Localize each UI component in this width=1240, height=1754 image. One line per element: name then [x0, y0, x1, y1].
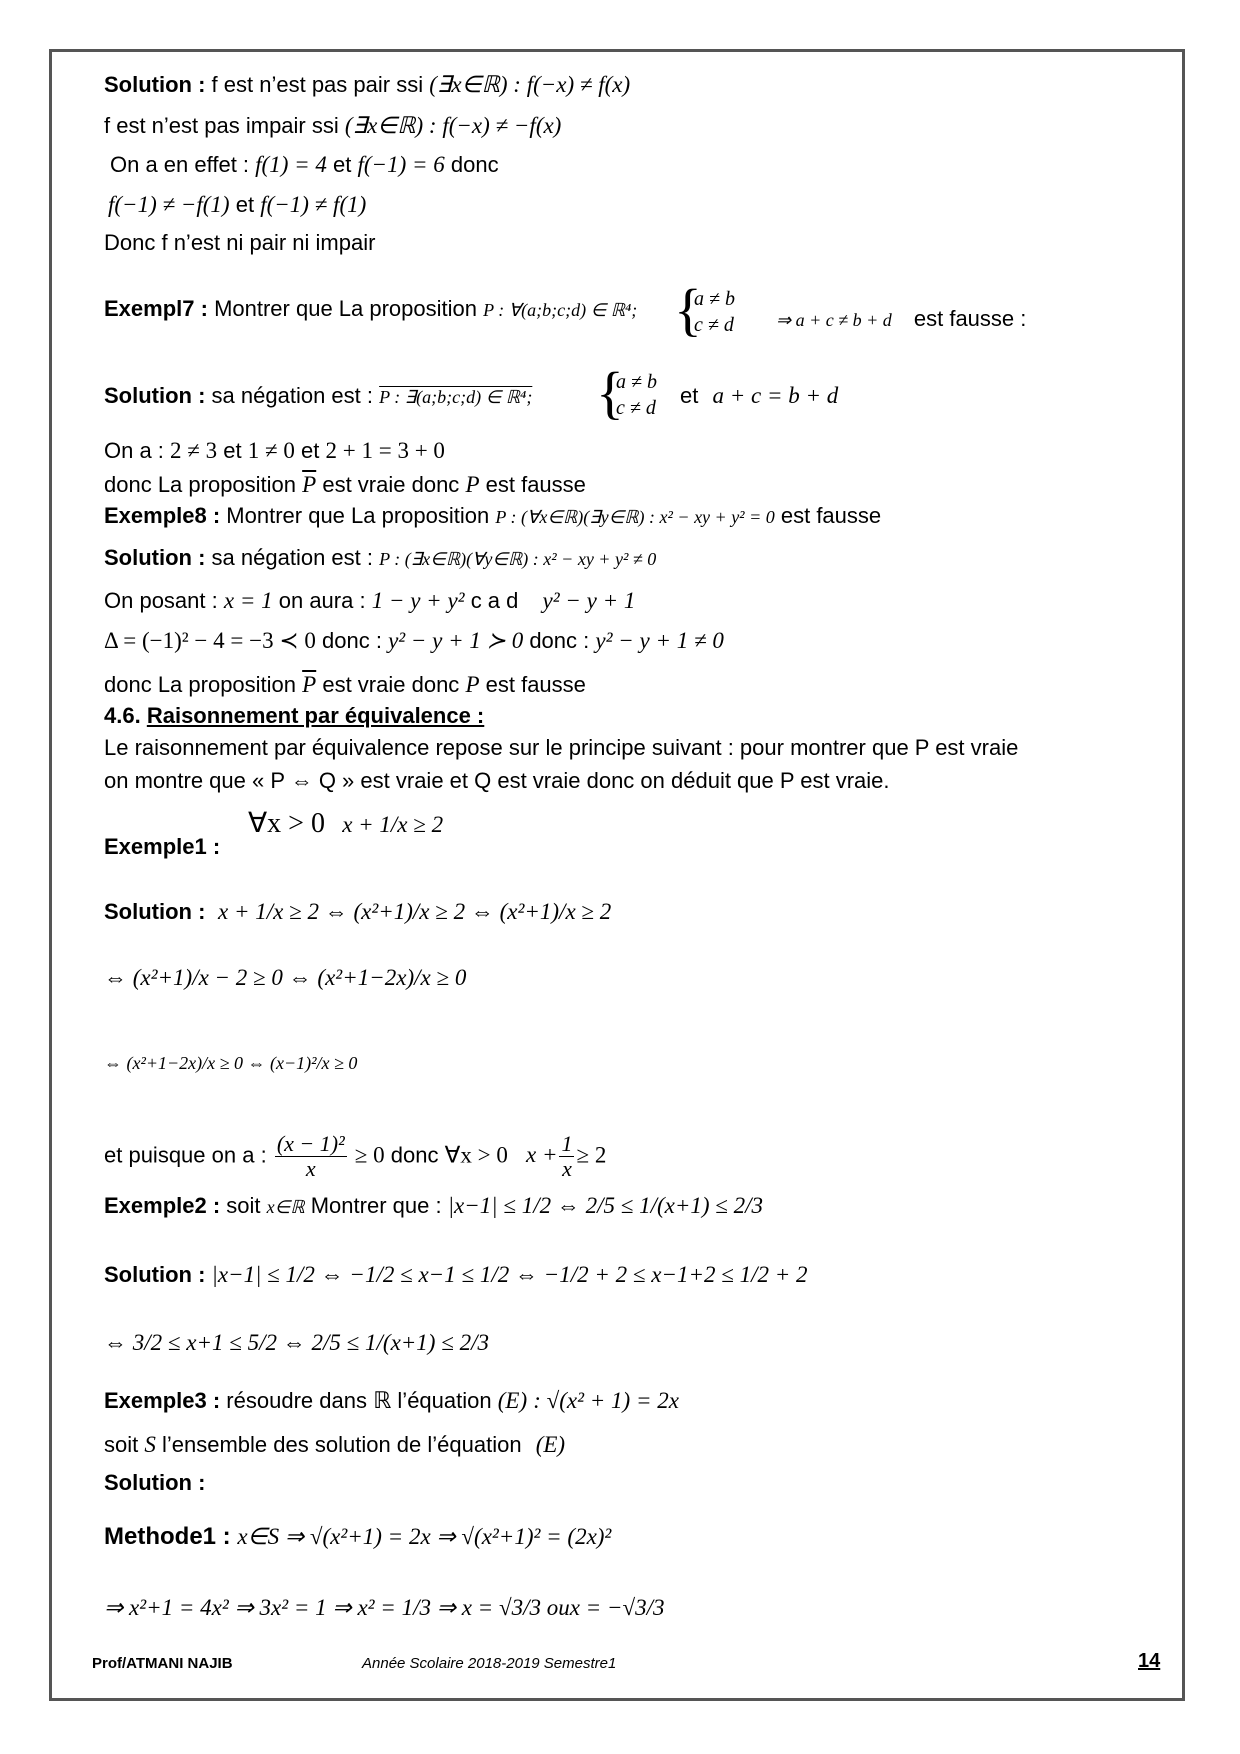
- solution-label: Solution :: [104, 383, 206, 408]
- text: Montrer que La proposition: [226, 503, 490, 528]
- math: c ≠ d: [694, 314, 734, 336]
- math: y² − y + 1 ≻ 0: [388, 628, 524, 653]
- math: ⇒ a + c ≠ b + d: [776, 310, 892, 330]
- math: Δ = (−1)² − 4 = −3 ≺ 0: [104, 628, 316, 653]
- math: y² − y + 1: [542, 588, 636, 613]
- text: f est n’est pas pair ssi: [211, 72, 424, 97]
- line-methode1-b: [104, 1595, 664, 1621]
- math: ∀x > 0: [444, 1142, 508, 1168]
- math: a ≠ b: [616, 371, 657, 393]
- text: Montrer que La proposition: [214, 296, 477, 321]
- section-number: 4.6.: [104, 703, 141, 728]
- math: |x−1| ≤ 1/2 ⇔ −1/2 ≤ x−1 ≤ 1/2 ⇔ −1/2 + 2 ≤ x−1+2 ≤ 1/2 + 2: [211, 1262, 808, 1287]
- math: (E): [535, 1432, 566, 1457]
- math: x + 1/x ≥ 2 ⇔ (x²+1)/x ≥ 2 ⇔ (x²+1)/x ≥ 2: [218, 899, 612, 924]
- text: l’ensemble des solution de l’équation: [162, 1432, 522, 1457]
- exemple7-label: Exempl7 :: [104, 296, 208, 321]
- math: f(−1) ≠ f(1): [260, 192, 367, 217]
- line-posant: [104, 588, 635, 614]
- exemple8-label: Exemple8 :: [104, 503, 221, 528]
- text: et: [223, 438, 242, 463]
- math: P: [465, 672, 480, 697]
- line-exemple3: [104, 1388, 679, 1414]
- text: est vraie donc: [322, 472, 460, 497]
- math: f(−1) ≠ −f(1): [108, 192, 230, 217]
- line-conclusion: [104, 230, 375, 256]
- text: Donc f n’est ni pair ni impair: [104, 230, 376, 255]
- section-title: Raisonnement par équivalence :: [146, 703, 485, 728]
- text: et: [333, 152, 352, 177]
- math: ⇔ (x²+1)/x − 2 ≥ 0 ⇔ (x²+1−2x)/x ≥ 0: [104, 965, 467, 990]
- exemple1-label: Exemple1 :: [104, 834, 221, 859]
- line-solution-pair: [104, 72, 630, 98]
- math: c ≠ d: [616, 397, 656, 419]
- text: On posant :: [104, 588, 218, 613]
- math: $\overline{P}$: [302, 472, 317, 497]
- brace: {: [674, 277, 702, 342]
- text: et puisque on a :: [104, 1142, 267, 1168]
- math: a ≠ b: [694, 288, 735, 310]
- math: f(1) = 4: [255, 152, 327, 177]
- text: et: [680, 383, 699, 408]
- math: (E): [497, 1388, 528, 1413]
- line-exemple7-impl: [776, 306, 1026, 333]
- line-sol1-label: [104, 899, 205, 925]
- text: est fausse: [485, 672, 586, 697]
- line-exemple8: [104, 503, 881, 530]
- math: y² − y + 1 ≠ 0: [595, 628, 724, 653]
- text: est fausse: [485, 472, 586, 497]
- math: P : ∀(a;b;c;d) ∈ ℝ⁴;: [483, 300, 638, 320]
- text: Montrer que :: [310, 1193, 442, 1218]
- math: P : (∀x∈ℝ)(∃y∈ℝ) : x² − xy + y² = 0: [495, 507, 775, 527]
- math: x + 1/x ≥ 2: [342, 812, 444, 837]
- exemple2-label: Exemple2 :: [104, 1193, 221, 1218]
- math: (∃x∈ℝ) : f(−x) ≠ f(x): [429, 72, 631, 97]
- math: S: [144, 1432, 156, 1457]
- text: est vraie donc: [322, 672, 460, 697]
- line-delta: [104, 628, 724, 654]
- sol1: [218, 899, 611, 925]
- section-heading: [104, 703, 484, 729]
- line-exemple1: [104, 834, 220, 860]
- math: 1 − y + y²: [371, 588, 465, 613]
- solution-label: Solution :: [104, 72, 206, 97]
- line-negation7-eq: [680, 383, 838, 409]
- fraction: $\frac{1}{x}$: [561, 1131, 573, 1181]
- text: c a d: [470, 588, 519, 613]
- text: donc La proposition: [104, 472, 297, 497]
- line-negation7: [104, 383, 532, 410]
- text: Le raisonnement par équivalence repose sur le principe suivant : pour montrer que P est vraie: [104, 735, 1019, 760]
- solution-label: Solution :: [104, 545, 206, 570]
- line-solution-label: [104, 1470, 205, 1496]
- line-puisque: et puisque on a : $\frac{\text{(x − 1)²}}{x}$ ≥ 0 donc ∀x > 0 x + $\frac{1}{x}$ ≥ 2: [104, 1131, 607, 1181]
- footer-year: Année Scolaire 2018-2019 Semestre1: [362, 1655, 617, 1672]
- line-methode1: [104, 1524, 611, 1550]
- text: soit: [226, 1193, 261, 1218]
- line-on-a: [104, 438, 445, 464]
- system-exemple7: [674, 277, 735, 342]
- text: sa négation est :: [211, 545, 373, 570]
- sol3: [104, 1050, 357, 1076]
- line-sol-ex2a: [104, 1262, 808, 1288]
- system-negation7: [596, 360, 657, 425]
- exemple1-statement: [248, 810, 443, 838]
- line-negation8: [104, 545, 656, 572]
- text: donc :: [322, 628, 382, 653]
- text: On a en effet :: [110, 152, 250, 177]
- math: ℝ: [373, 1388, 392, 1413]
- math: P : ∃(a;b;c;d) ∈ ℝ⁴;: [379, 387, 533, 407]
- text: On a :: [104, 438, 164, 463]
- text: f est n’est pas impair ssi: [104, 113, 339, 138]
- sol2: [104, 965, 466, 991]
- solution-label: Solution :: [104, 1262, 206, 1287]
- math: ⇔ (x²+1−2x)/x ≥ 0 ⇔ (x−1)²/x ≥ 0: [104, 1053, 358, 1073]
- text: l’équation: [397, 1388, 492, 1413]
- math: 1 ≠ 0: [247, 438, 295, 463]
- math: ⇒ x²+1 = 4x² ⇒ 3x² = 1 ⇒ x² = 1/3 ⇒ x = √3/3 oux = −√3/3: [104, 1595, 665, 1620]
- methode1-label: Methode1 :: [104, 1523, 231, 1550]
- text: est fausse :: [913, 306, 1027, 331]
- paragraph-line-2: [104, 768, 890, 794]
- line-donc-prop2: [104, 672, 586, 698]
- text: donc: [390, 1142, 439, 1168]
- line-impair: [104, 113, 561, 139]
- brace: {: [596, 360, 624, 425]
- math: |x−1| ≤ 1/2 ⇔ 2/5 ≤ 1/(x+1) ≤ 2/3: [447, 1193, 764, 1218]
- math: x = 1: [223, 588, 273, 613]
- math: f(−1) = 6: [357, 152, 445, 177]
- line-exemple7: [104, 296, 637, 323]
- math: P : (∃x∈ℝ)(∀y∈ℝ) : x² − xy + y² ≠ 0: [379, 549, 657, 569]
- text: résoudre dans: [226, 1388, 367, 1413]
- math: x∈S ⇒ √(x²+1) = 2x ⇒ √(x²+1)² = (2x)²: [237, 1524, 612, 1549]
- math: P: [465, 472, 480, 497]
- text: et: [235, 192, 255, 217]
- line-ensemble: [104, 1432, 565, 1458]
- paragraph-line-1: [104, 735, 1018, 761]
- solution-label: Solution :: [104, 1470, 206, 1495]
- math: 2 ≠ 3: [170, 438, 218, 463]
- math: 2 + 1 = 3 + 0: [325, 438, 445, 463]
- exemple3-label: Exemple3 :: [104, 1388, 221, 1413]
- page-number: 14: [1138, 1650, 1161, 1672]
- line-ineq: [108, 192, 366, 218]
- math: : √(x² + 1) = 2x: [533, 1388, 679, 1413]
- line-effet: [110, 152, 499, 178]
- line-donc-prop1: [104, 472, 586, 498]
- text: on aura :: [278, 588, 366, 613]
- text: donc: [450, 152, 499, 177]
- text: sa négation est :: [211, 383, 373, 408]
- text: est fausse: [780, 503, 882, 528]
- text: et: [301, 438, 320, 463]
- line-sol-ex2b: [104, 1330, 489, 1356]
- text: donc :: [529, 628, 590, 653]
- footer-author: Prof/ATMANI NAJIB: [92, 1655, 233, 1672]
- math: $\overline{P}$: [302, 672, 317, 697]
- solution-label: Solution :: [104, 899, 206, 924]
- fraction: $\frac{\text{(x − 1)²}}{x}$: [276, 1131, 345, 1181]
- math: ∀x > 0: [248, 808, 325, 839]
- line-exemple2: [104, 1193, 763, 1220]
- text: on montre que « P ⇔ Q » est vraie et Q est vraie donc on déduit que P est vraie.: [104, 768, 890, 793]
- math: (∃x∈ℝ) : f(−x) ≠ −f(x): [344, 113, 562, 138]
- math: ⇔ 3/2 ≤ x+1 ≤ 5/2 ⇔ 2/5 ≤ 1/(x+1) ≤ 2/3: [104, 1330, 489, 1355]
- math: x∈ℝ: [266, 1197, 305, 1217]
- math: a + c = b + d: [712, 383, 839, 408]
- text: soit: [104, 1432, 139, 1457]
- text: donc La proposition: [104, 672, 297, 697]
